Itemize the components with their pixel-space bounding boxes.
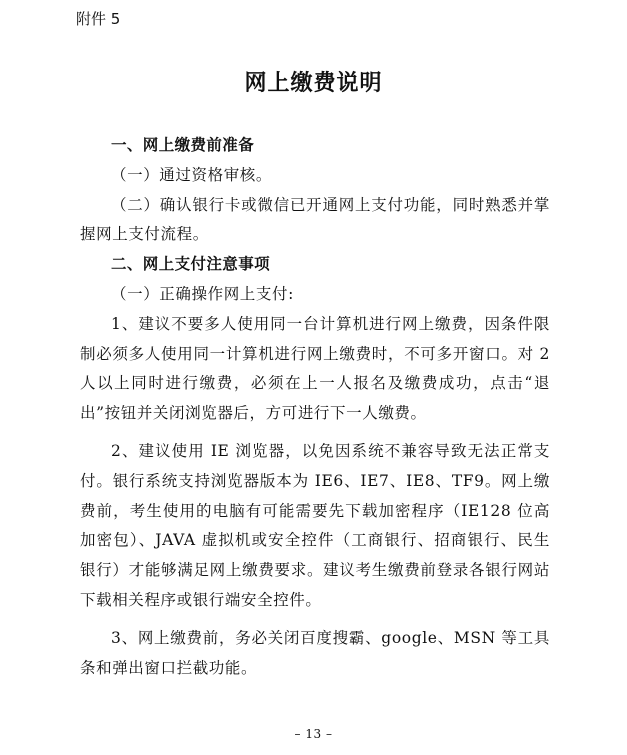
section-heading-preparation: 一、网上缴费前准备 bbox=[111, 136, 255, 154]
paragraph-toolbars: 3、网上缴费前，务必关闭百度搜霸、google、MSN 等工具条和弹出窗口拦截功能。 bbox=[80, 628, 550, 677]
page-number: – 13 – bbox=[294, 727, 333, 741]
document-body bbox=[80, 131, 550, 683]
attachment-label: 附件 5 bbox=[76, 10, 121, 28]
page-title: 网上缴费说明 bbox=[244, 71, 383, 96]
subheading-correct-operation: （一）正确操作网上支付: bbox=[111, 284, 294, 303]
paragraph-qualification: （一）通过资格审核。 bbox=[111, 165, 273, 184]
paragraph-browser: 2、建议使用 IE 浏览器，以免因系统不兼容导致无法正常支付。银行系统支持浏览器版本为 IE6、IE7、IE8、TF9。网上缴费前，考生使用的电脑有可能需要先下载加密程序（IE128 位高加密包）、JAVA 虚拟机或安全控件（工商银行、招商银行、民生银行）才能够满足网上缴费要求。建议考生缴费前登录各银行网站下载相关程序或银行端安全控件。 bbox=[80, 441, 550, 609]
paragraph-bank-card: （二）确认银行卡或微信已开通网上支付功能，同时熟悉并掌握网上支付流程。 bbox=[80, 195, 550, 244]
section-heading-notes: 二、网上支付注意事项 bbox=[111, 255, 271, 274]
paragraph-single-computer: 1、建议不要多人使用同一台计算机进行网上缴费，因条件限制必须多人使用同一计算机进行网上缴费时，不可多开窗口。对 2 人以上同时进行缴费，必须在上一人报名及缴费成功，点击“退出”按钮并关闭浏览器后，方可进行下一人缴费。 bbox=[80, 314, 550, 423]
